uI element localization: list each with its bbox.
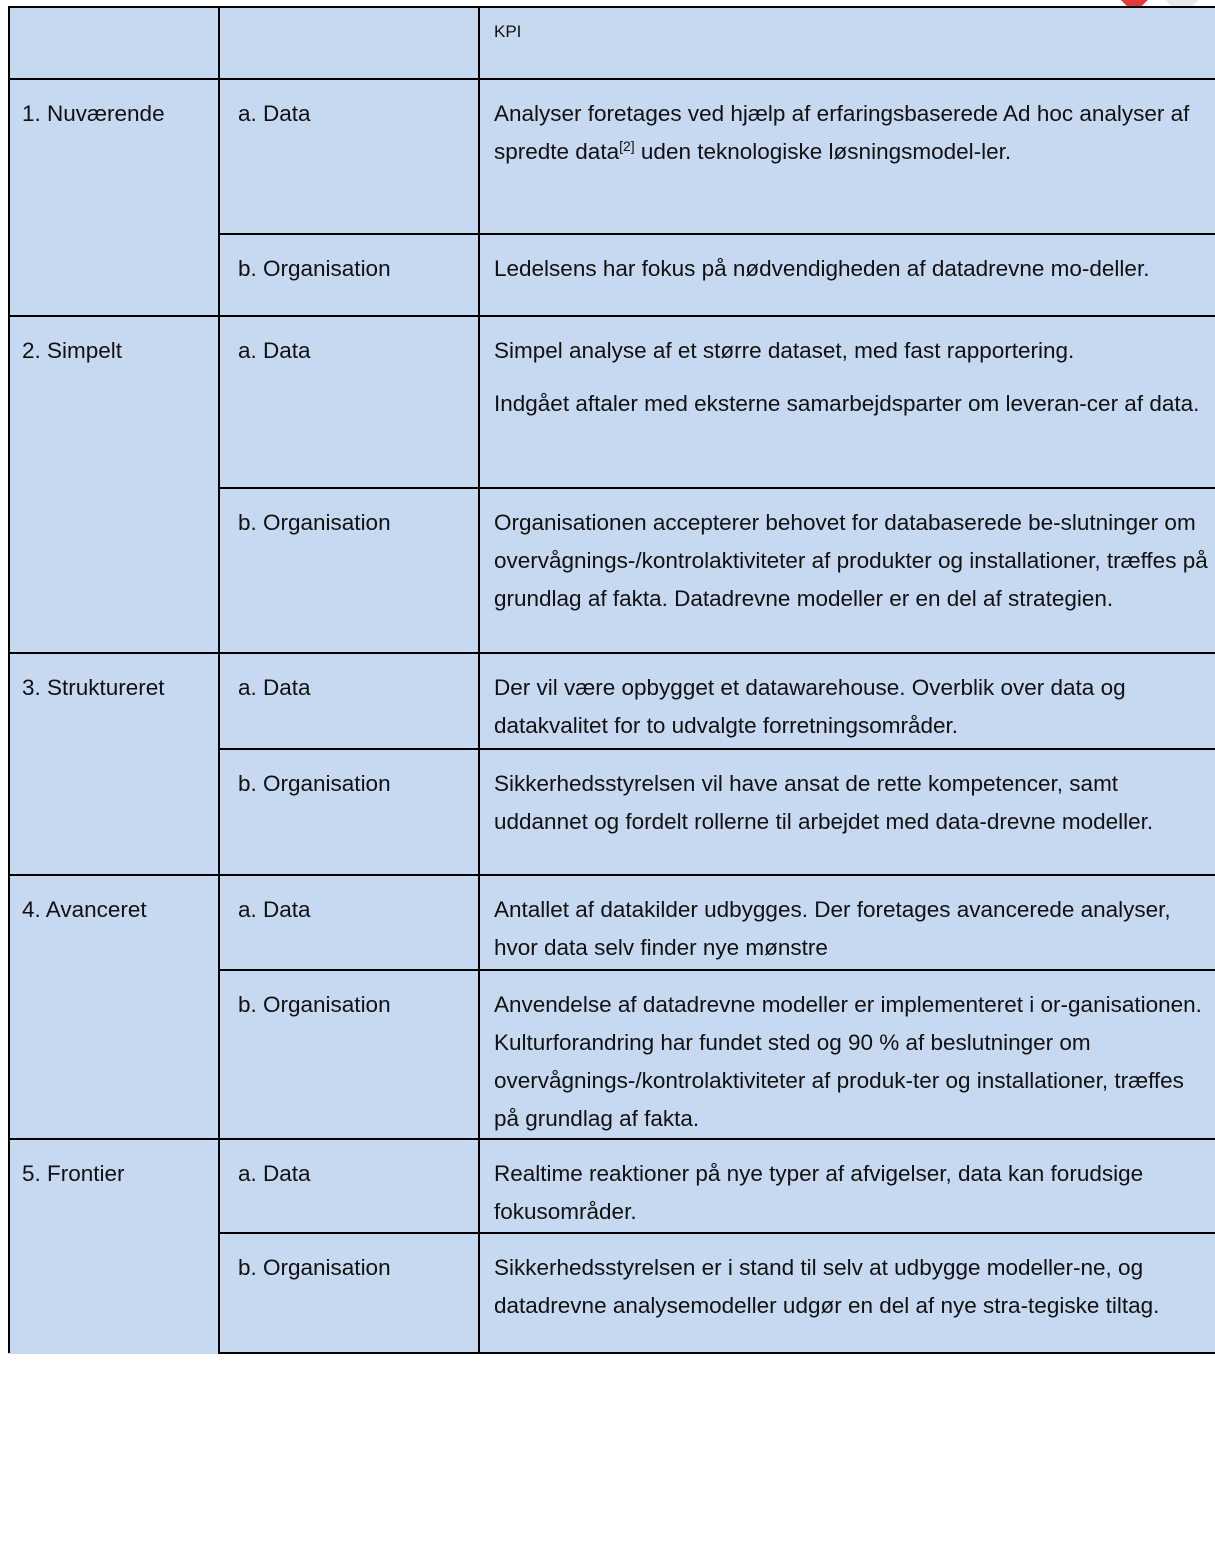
kpi-description-cell xyxy=(479,488,1215,653)
level-cell: 1. Nuværende xyxy=(9,79,219,316)
kpi-paragraph xyxy=(494,1249,1212,1325)
table-row xyxy=(9,316,1215,488)
kpi-text: Anvendelse af datadrevne modeller er implementeret i or-ganisationen. Kulturforandring har fundet sted og 90 % af beslutninger om overvågnings-/kontrolaktiviteter af produk-ter og installationer, træffes på grundlag af fakta. xyxy=(494,992,1202,1131)
table-row xyxy=(9,653,1215,749)
header-cell-level xyxy=(9,7,219,79)
kpi-text: Ledelsens har fokus på nødvendigheden af datadrevne mo-deller. xyxy=(494,256,1150,281)
kpi-text: Organisationen accepterer behovet for databaserede be-slutninger om overvågnings-/kontrolaktiviteter af produkter og installationer, træffes på grundlag af fakta. Datadrevne modeller er en del af strategien. xyxy=(494,510,1208,611)
kpi-paragraph xyxy=(494,1155,1212,1231)
dimension-cell: b. Organisation xyxy=(219,749,479,875)
header-cell-kpi xyxy=(479,7,1215,79)
kpi-paragraph xyxy=(494,332,1212,370)
dimension-cell: a. Data xyxy=(219,1139,479,1233)
table-row xyxy=(9,875,1215,970)
level-cell: 5. Frontier xyxy=(9,1139,219,1353)
kpi-description-cell xyxy=(479,79,1215,234)
kpi-table xyxy=(8,6,1215,1354)
dimension-cell: b. Organisation xyxy=(219,488,479,653)
kpi-paragraph xyxy=(494,986,1212,1138)
kpi-text: Simpel analyse af et større dataset, med fast rapportering. xyxy=(494,338,1075,363)
kpi-description-cell xyxy=(479,970,1215,1139)
kpi-table-body xyxy=(9,7,1215,1353)
kpi-text: Sikkerhedsstyrelsen er i stand til selv at udbygge modeller-ne, og datadrevne analysemodeller udgør en del af nye stra-tegiske tiltag. xyxy=(494,1255,1160,1318)
dimension-cell: b. Organisation xyxy=(219,234,479,316)
level-cell: 4. Avanceret xyxy=(9,875,219,1139)
kpi-paragraph xyxy=(494,504,1212,618)
kpi-description-cell xyxy=(479,1139,1215,1233)
kpi-text: Indgået aftaler med eksterne samarbejdsparter om leveran-cer af data. xyxy=(494,391,1200,416)
table-row xyxy=(9,1139,1215,1233)
dimension-cell: b. Organisation xyxy=(219,970,479,1139)
level-cell: 2. Simpelt xyxy=(9,316,219,653)
kpi-paragraph xyxy=(494,95,1212,171)
kpi-description-cell xyxy=(479,653,1215,749)
header-row xyxy=(9,7,1215,79)
dimension-cell: a. Data xyxy=(219,79,479,234)
dimension-cell: a. Data xyxy=(219,316,479,488)
kpi-paragraph xyxy=(494,250,1212,288)
kpi-paragraph xyxy=(494,385,1212,423)
kpi-text: Antallet af datakilder udbygges. Der foretages avancerede analyser, hvor data selv finder nye mønstre xyxy=(494,897,1171,960)
level-cell: 3. Struktureret xyxy=(9,653,219,875)
kpi-paragraph xyxy=(494,765,1212,841)
table-row xyxy=(9,79,1215,234)
kpi-text: Der vil være opbygget et datawarehouse. Overblik over data og datakvalitet for to udvalgte forretningsområder. xyxy=(494,675,1126,738)
kpi-description-cell xyxy=(479,749,1215,875)
kpi-header-label: KPI xyxy=(494,22,522,41)
kpi-description-cell xyxy=(479,1233,1215,1353)
dimension-cell: a. Data xyxy=(219,875,479,970)
kpi-text: Analyser foretages ved hjælp af erfaringsbaserede Ad hoc analyser af spredte data xyxy=(494,101,1190,164)
kpi-paragraph xyxy=(494,891,1212,967)
dimension-cell: a. Data xyxy=(219,653,479,749)
kpi-text: Sikkerhedsstyrelsen vil have ansat de rette kompetencer, samt uddannet og fordelt rollerne til arbejdet med data-drevne modeller. xyxy=(494,771,1154,834)
kpi-description-cell xyxy=(479,234,1215,316)
footnote-reference: [2] xyxy=(619,138,635,154)
kpi-text-continued: uden teknologiske løsningsmodel-ler. xyxy=(634,139,1012,164)
kpi-description-cell xyxy=(479,875,1215,970)
kpi-text: Realtime reaktioner på nye typer af afvigelser, data kan forudsige fokusområder. xyxy=(494,1161,1144,1224)
dimension-cell: b. Organisation xyxy=(219,1233,479,1353)
kpi-description-cell xyxy=(479,316,1215,488)
kpi-paragraph xyxy=(494,669,1212,745)
header-cell-dimension xyxy=(219,7,479,79)
